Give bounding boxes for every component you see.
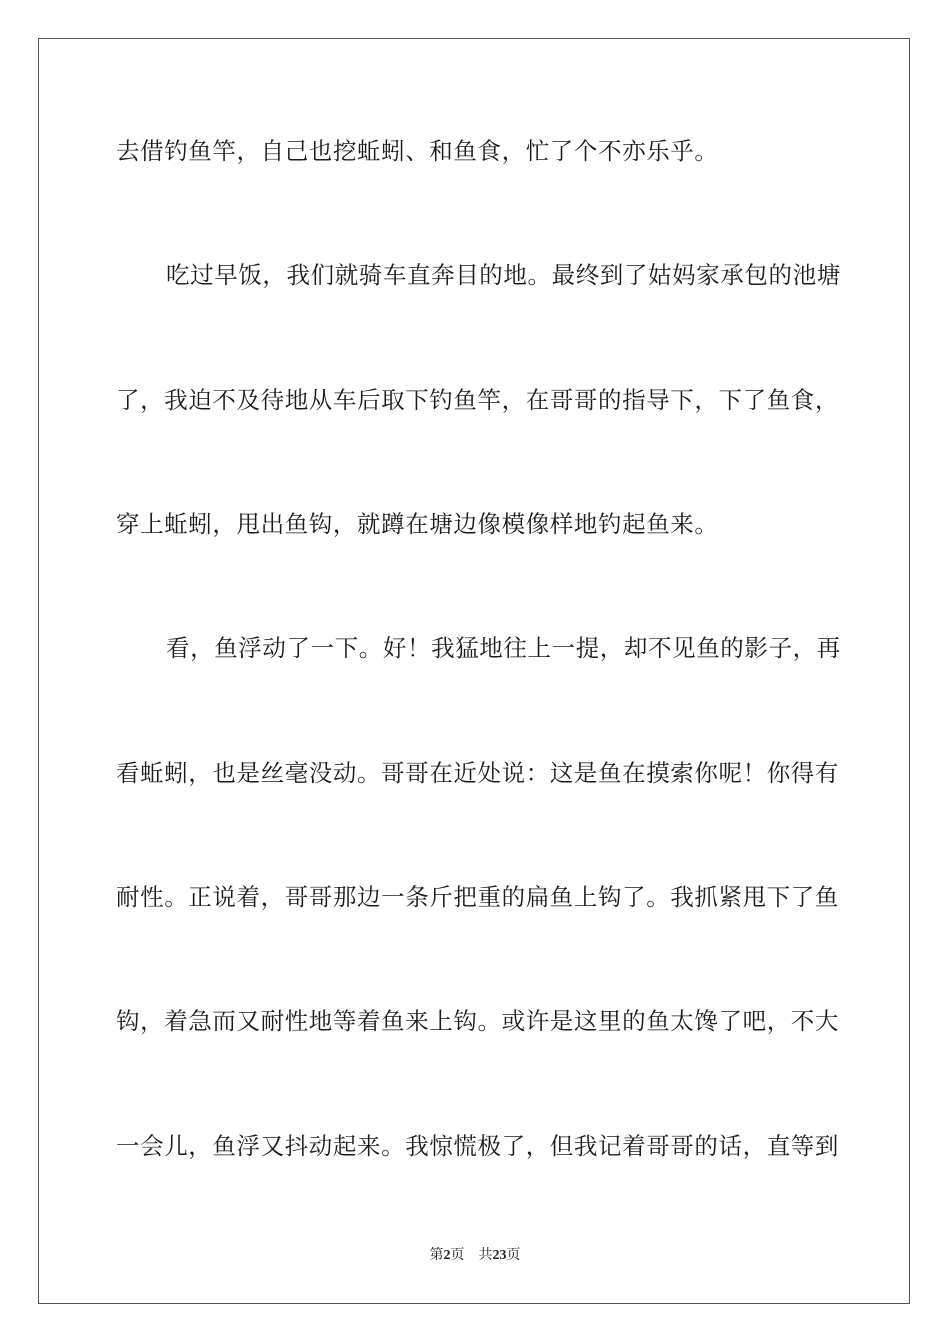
total-pages: 23 [492, 1248, 507, 1263]
page-number: 2 [443, 1248, 451, 1263]
body-text-line: 一会儿，鱼浮又抖动起来。我惊慌极了，但我记着哥哥的话，直等到 [116, 1132, 839, 1160]
page-prefix: 第 [429, 1247, 444, 1263]
total-suffix: 页 [506, 1247, 521, 1263]
body-text-line: 看蚯蚓，也是丝毫没动。哥哥在近处说：这是鱼在摸索你呢！你得有 [116, 759, 839, 787]
body-text-line: 了，我迫不及待地从车后取下钓鱼竿，在哥哥的指导下，下了鱼食， [116, 386, 839, 414]
paragraph-first-line: 看，鱼浮动了一下。好！我猛地往上一提，却不见鱼的影子，再 [166, 634, 841, 662]
body-text-line: 去借钓鱼竿，自己也挖蚯蚓、和鱼食，忙了个不亦乐乎。 [116, 137, 719, 165]
total-prefix: 共 [478, 1247, 493, 1263]
body-text-line: 钩，着急而又耐性地等着鱼来上钩。或许是这里的鱼太馋了吧，不大 [116, 1007, 839, 1035]
page-suffix: 页 [450, 1247, 465, 1263]
page-border [38, 38, 910, 1304]
body-text-line: 耐性。正说着，哥哥那边一条斤把重的扁鱼上钩了。我抓紧甩下了鱼 [116, 883, 839, 911]
page-footer [0, 1246, 950, 1265]
paragraph-first-line: 吃过早饭，我们就骑车直奔目的地。最终到了姑妈家承包的池塘 [166, 261, 841, 289]
body-text-line: 穿上蚯蚓，甩出鱼钩，就蹲在塘边像模像样地钓起鱼来。 [116, 510, 719, 538]
